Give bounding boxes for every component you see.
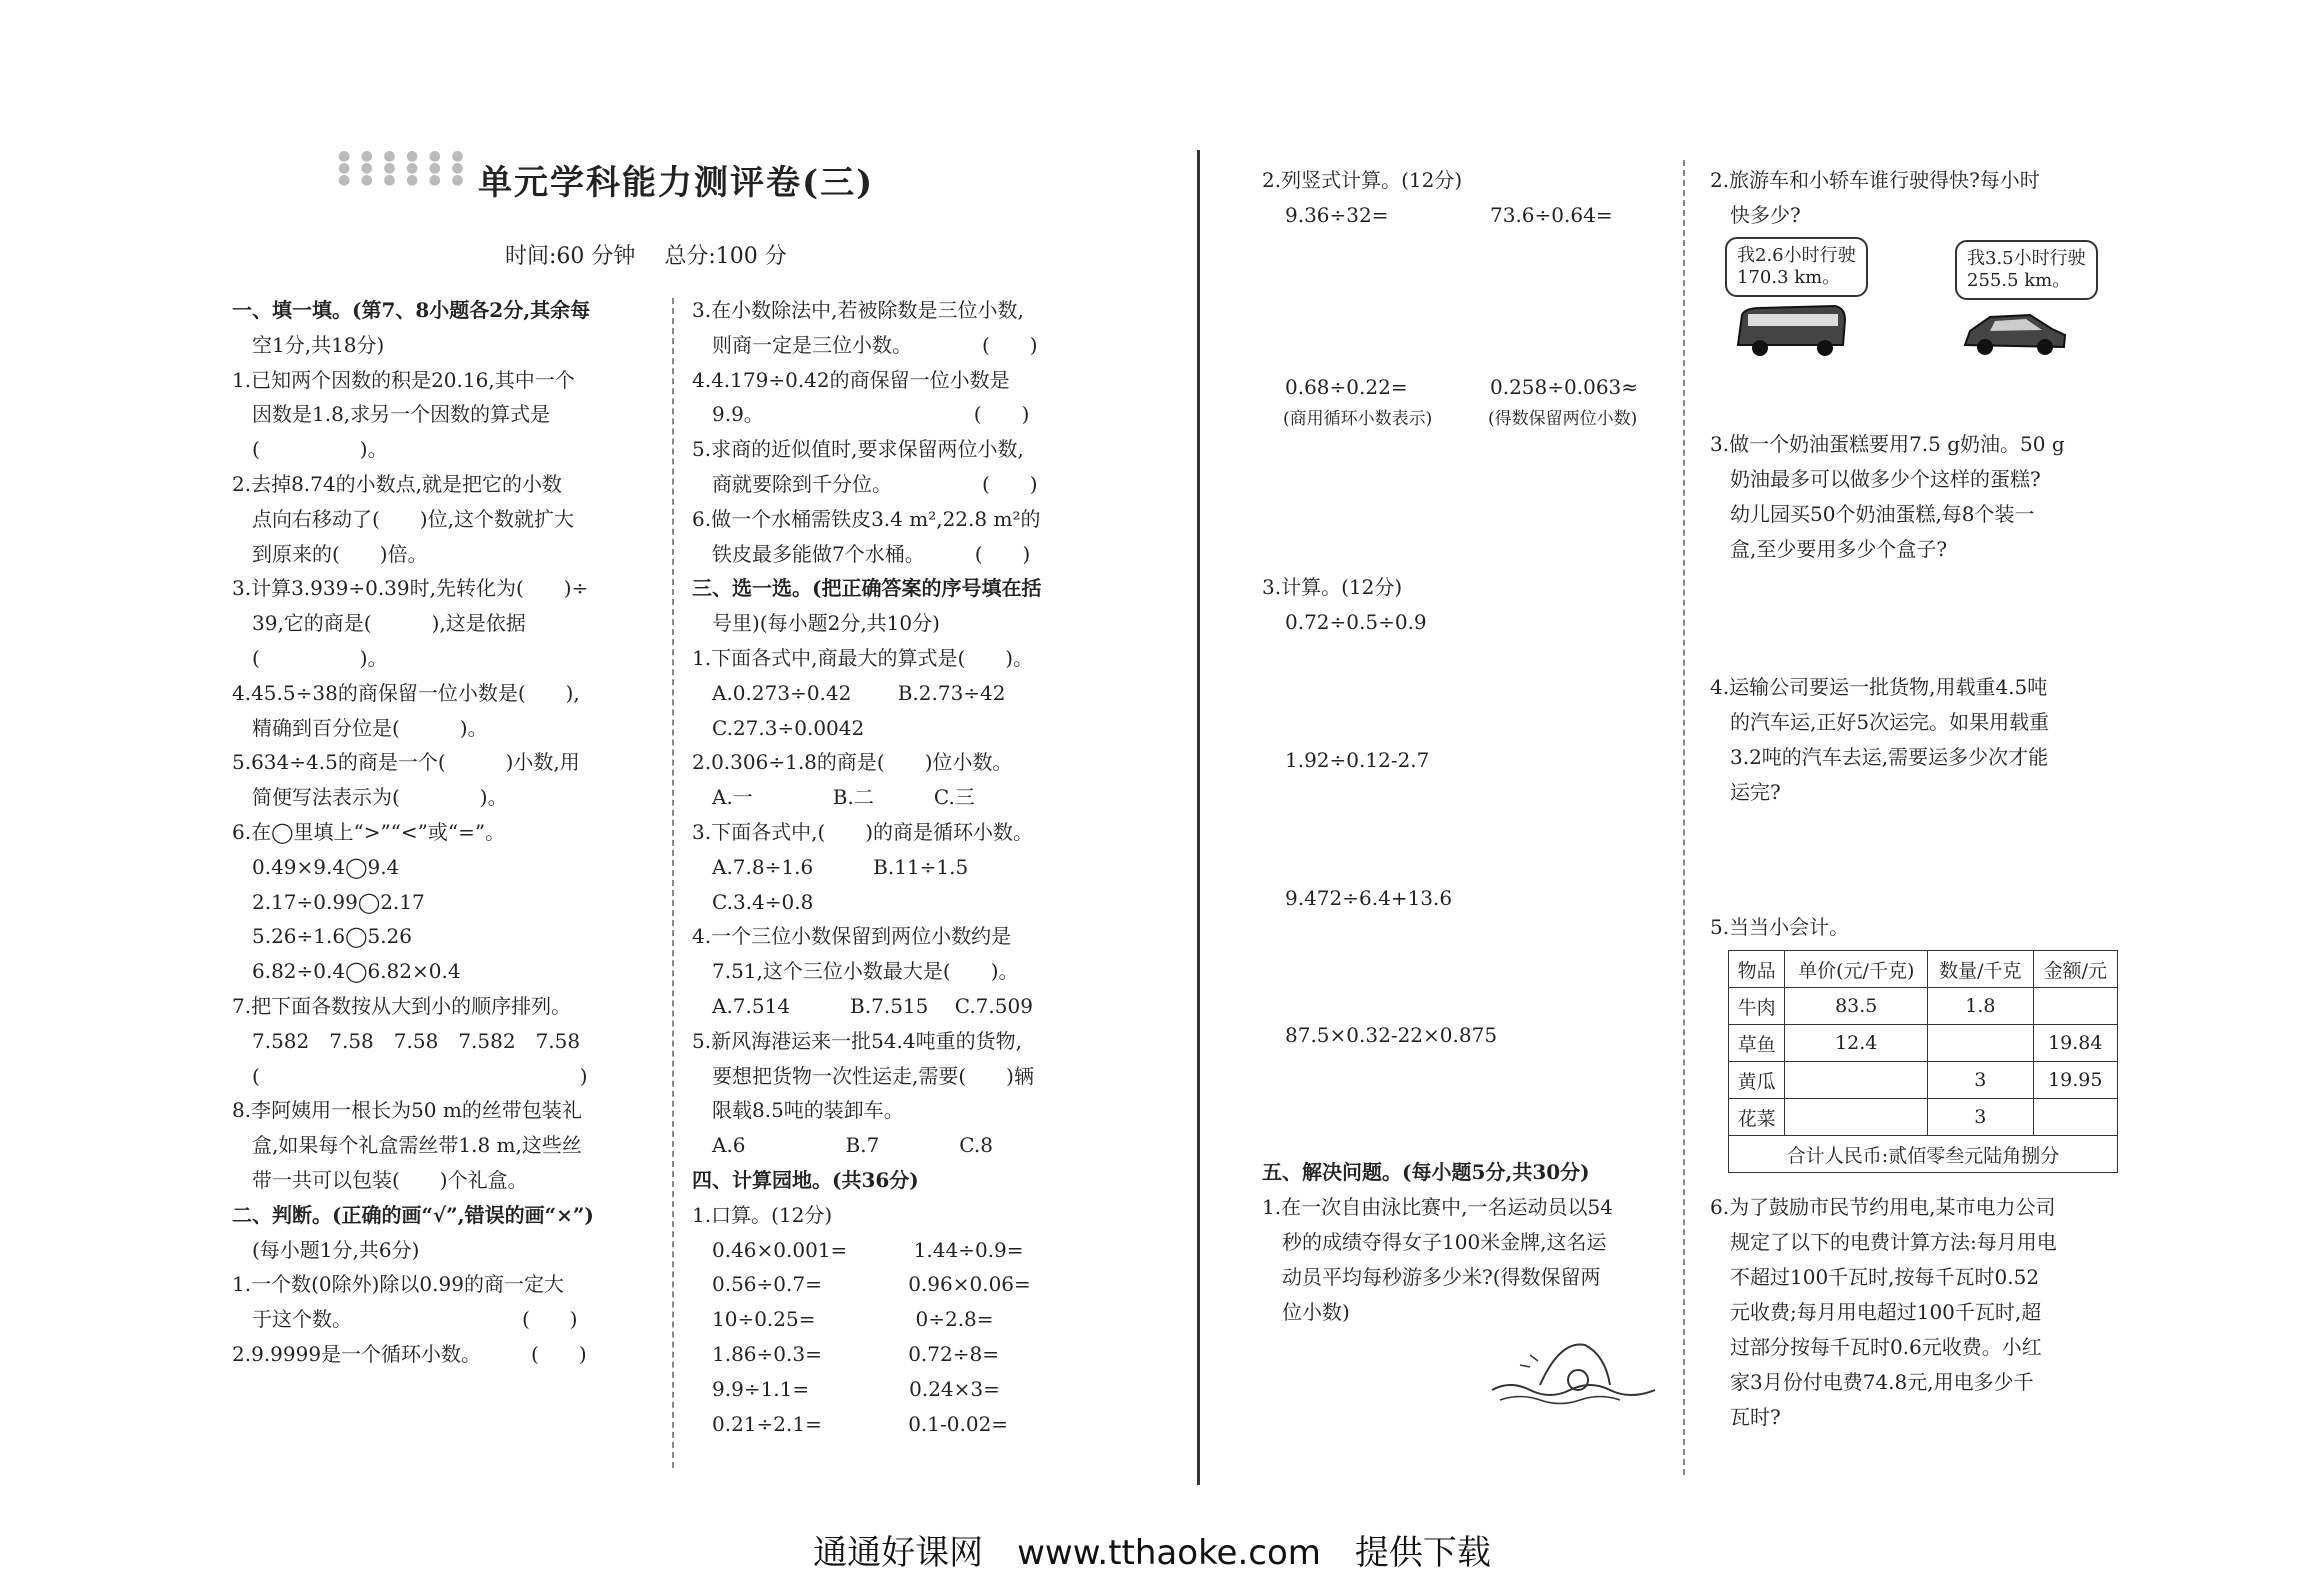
col2-line: 三、选一选。(把正确答案的序号填在括 — [692, 576, 1042, 601]
p1-line1: 1.在一次自由泳比赛中,一名运动员以54 — [1262, 1195, 1613, 1219]
col2-line: 四、计算园地。(共36分) — [692, 1168, 919, 1192]
col2-line: 5.新风海港运来一批54.4吨重的货物, — [692, 1028, 1022, 1053]
col1-line: 简便写法表示为( )。 — [232, 785, 508, 810]
q2-d-note: (得数保留两位小数) — [1488, 409, 1638, 429]
table-total-row — [1729, 1136, 2118, 1173]
table-cell: 1.8 — [1928, 988, 2033, 1025]
col1-line: 因数是1.8,求另一个因数的算式是 — [232, 402, 551, 427]
col1-line: 3.计算3.939÷0.39时,先转化为( )÷ — [232, 576, 589, 601]
p6-line4: 元收费;每月用电超过100千瓦时,超 — [1710, 1300, 2042, 1324]
col2-line: 0.46×0.001= 1.44÷0.9= — [692, 1237, 1024, 1262]
col2-line: 3.在小数除法中,若被除数是三位小数, — [692, 298, 1024, 322]
table-cell: 19.84 — [2033, 1025, 2117, 1062]
q3-title: 3.计算。(12分) — [1262, 575, 1403, 599]
col1-line: 7.把下面各数按从大到小的顺序排列。 — [232, 994, 572, 1018]
col2-line: 则商一定是三位小数。 ( ) — [692, 332, 1038, 357]
col2-line: 要想把货物一次性运走,需要( )辆 — [692, 1063, 1034, 1088]
table-cell: 花菜 — [1729, 1099, 1785, 1136]
q3-d: 87.5×0.32-22×0.875 — [1285, 1023, 1498, 1047]
col1-line: 2.去掉8.74的小数点,就是把它的小数 — [232, 472, 562, 496]
table-header-cell: 数量/千克 — [1928, 951, 2033, 988]
col1-line: 5.634÷4.5的商是一个( )小数,用 — [232, 750, 580, 775]
col2-line: 3.下面各式中,( )的商是循环小数。 — [692, 820, 1034, 844]
col2-line: A.一 B.二 C.三 — [692, 785, 975, 810]
table-header-cell: 金额/元 — [2033, 951, 2117, 988]
q2-c-note: (商用循环小数表示) — [1283, 409, 1433, 429]
p6-line6: 家3月份付电费74.8元,用电多少千 — [1710, 1370, 2034, 1394]
col1-line: 于这个数。 ( ) — [232, 1307, 578, 1332]
table-header-cell: 单价(元/千克) — [1785, 951, 1928, 988]
col2-line: 9.9。 ( ) — [692, 402, 1030, 427]
section-5-title: 五、解决问题。(每小题5分,共30分) — [1262, 1160, 1590, 1184]
col2-line: 号里)(每小题2分,共10分) — [692, 611, 940, 636]
bus-bubble-line1: 我2.6小时行驶 — [1737, 245, 1856, 266]
p1-line3: 动员平均每秒游多少米?(得数保留两 — [1262, 1265, 1601, 1289]
table-cell — [2033, 988, 2117, 1025]
col1-line: 6.82÷0.4◯6.82×0.4 — [232, 959, 461, 984]
bus-speech-bubble — [1725, 237, 1868, 297]
col1-line: 4.45.5÷38的商保留一位小数是( ), — [232, 680, 580, 705]
col1-line: 6.在◯里填上“>”“<”或“=”。 — [232, 820, 506, 844]
p3-line2: 奶油最多可以做多少个这样的蛋糕? — [1710, 467, 2041, 491]
p1-line4: 位小数) — [1262, 1300, 1350, 1324]
col2-line: 1.86÷0.3= 0.72÷8= — [692, 1342, 999, 1366]
col1-line: 空1分,共18分) — [232, 332, 385, 357]
table-cell: 牛肉 — [1729, 988, 1785, 1025]
p2-line1: 2.旅游车和小轿车谁行驶得快?每小时 — [1710, 168, 2040, 192]
table-cell: 83.5 — [1785, 988, 1928, 1025]
footer-watermark: 通通好课网 www.tthaoke.com 提供下载 — [813, 1533, 1491, 1573]
table-row — [1729, 1099, 2118, 1136]
table-header-cell: 物品 — [1729, 951, 1785, 988]
col1-line: 0.49×9.4◯9.4 — [232, 854, 400, 879]
col2-line: A.7.8÷1.6 B.11÷1.5 — [692, 854, 969, 879]
col2-line: 2.0.306÷1.8的商是( )位小数。 — [692, 750, 1013, 775]
col2-line: 5.求商的近似值时,要求保留两位小数, — [692, 437, 1024, 462]
q2-b: 73.6÷0.64= — [1490, 203, 1613, 227]
col1-line: 一、填一填。(第7、8小题各2分,其余每 — [232, 298, 591, 322]
col1-line: 带一共可以包装( )个礼盒。 — [232, 1168, 528, 1192]
col2-line: 10÷0.25= 0÷2.8= — [692, 1307, 994, 1332]
col1-line: 精确到百分位是( )。 — [232, 715, 488, 740]
col2-line: 铁皮最多能做7个水桶。 ( ) — [692, 541, 1031, 566]
table-cell: 黄瓜 — [1729, 1062, 1785, 1099]
col2-line: 0.56÷0.7= 0.96×0.06= — [692, 1272, 1031, 1297]
car-bubble-line1: 我3.5小时行驶 — [1967, 248, 2086, 269]
bus-illustration — [1730, 300, 1850, 362]
table-cell — [1785, 1099, 1928, 1136]
p3-line4: 盒,至少要用多少个盒子? — [1710, 537, 1948, 561]
col2-line: 商就要除到千分位。 ( ) — [692, 472, 1038, 496]
col2-line: 1.口算。(12分) — [692, 1202, 833, 1227]
column-divider-3 — [1683, 160, 1685, 1475]
col1-line: 39,它的商是( ),这是依据 — [232, 611, 526, 636]
col1-line: 2.17÷0.99◯2.17 — [232, 889, 425, 914]
p1-line2: 秒的成绩夺得女子100米金牌,这名运 — [1262, 1230, 1607, 1254]
p6-line2: 规定了以下的电费计算方法:每月用电 — [1710, 1230, 2057, 1254]
car-illustration — [1960, 303, 2070, 361]
q2-a: 9.36÷32= — [1285, 203, 1389, 227]
q3-b: 1.92÷0.12-2.7 — [1285, 748, 1430, 772]
col1-line: 盒,如果每个礼盒需丝带1.8 m,这些丝 — [232, 1133, 582, 1158]
table-cell — [2033, 1099, 2117, 1136]
p3-line1: 3.做一个奶油蛋糕要用7.5 g奶油。50 g — [1710, 432, 2065, 456]
col1-line: 2.9.9999是一个循环小数。 ( ) — [232, 1342, 587, 1366]
col2-line: 4.一个三位小数保留到两位小数约是 — [692, 924, 1012, 949]
q3-c: 9.472÷6.4+13.6 — [1285, 886, 1453, 910]
col2-line: 7.51,这个三位小数最大是( )。 — [692, 959, 1019, 984]
col1-line: 7.582 7.58 7.58 7.582 7.58 — [232, 1028, 581, 1053]
p6-line5: 过部分按每千瓦时0.6元收费。小红 — [1710, 1335, 2042, 1359]
car-speech-bubble — [1955, 240, 2098, 300]
column-divider-1 — [672, 298, 674, 1468]
col2-line: 1.下面各式中,商最大的算式是( )。 — [692, 646, 1034, 670]
table-cell: 3 — [1928, 1099, 2033, 1136]
col2-line: 9.9÷1.1= 0.24×3= — [692, 1376, 1000, 1401]
col1-line: 二、判断。(正确的画“√”,错误的画“×”) — [232, 1202, 594, 1227]
page-title: 单元学科能力测评卷(三) — [478, 163, 875, 203]
table-cell: 12.4 — [1785, 1025, 1928, 1062]
table-cell — [1928, 1025, 2033, 1062]
col1-line: 点向右移动了( )位,这个数就扩大 — [232, 506, 574, 531]
p6-line3: 不超过100千瓦时,按每千瓦时0.52 — [1710, 1265, 2040, 1289]
col1-line: 8.李阿姨用一根长为50 m的丝带包装礼 — [232, 1098, 582, 1123]
col1-line: ( ) — [232, 1063, 588, 1088]
car-bubble-line2: 255.5 km。 — [1967, 270, 2071, 291]
col2-line: A.0.273÷0.42 B.2.73÷42 — [692, 680, 1006, 705]
table-cell: 3 — [1928, 1062, 2033, 1099]
col1-line: (每小题1分,共6分) — [232, 1237, 420, 1262]
col1-line: 5.26÷1.6◯5.26 — [232, 924, 413, 949]
p3-line3: 幼儿园买50个奶油蛋糕,每8个装一 — [1710, 502, 2035, 526]
table-cell: 19.95 — [2033, 1062, 2117, 1099]
q2-title: 2.列竖式计算。(12分) — [1262, 168, 1463, 192]
col2-line: C.3.4÷0.8 — [692, 889, 814, 914]
table-total: 合计人民币:贰佰零叁元陆角捌分 — [1729, 1136, 2118, 1173]
p4-line3: 3.2吨的汽车去运,需要运多少次才能 — [1710, 745, 2049, 769]
table-row — [1729, 1025, 2118, 1062]
p6-line7: 瓦时? — [1710, 1405, 1781, 1429]
table-row — [1729, 1062, 2118, 1099]
col1-line: ( )。 — [232, 646, 388, 670]
q2-c: 0.68÷0.22= — [1285, 375, 1408, 399]
bus-bubble-line2: 170.3 km。 — [1737, 267, 1841, 288]
p5-title: 5.当当小会计。 — [1710, 915, 1850, 939]
exam-meta: 时间:60 分钟 总分:100 分 — [505, 244, 787, 269]
col2-line: 6.做一个水桶需铁皮3.4 m²,22.8 m²的 — [692, 506, 1041, 531]
title-decoration: ● ● ● ● ● ● ● ● ● ● ● ● ● ● ● ● ● ● — [338, 148, 467, 188]
center-fold-line — [1197, 150, 1200, 1485]
col1-line: 到原来的( )倍。 — [232, 541, 428, 566]
col1-line: 1.一个数(0除外)除以0.99的商一定大 — [232, 1272, 564, 1297]
p4-line1: 4.运输公司要运一批货物,用载重4.5吨 — [1710, 675, 2048, 699]
col2-line: 限载8.5吨的装卸车。 — [692, 1098, 904, 1123]
table-cell: 草鱼 — [1729, 1025, 1785, 1062]
table-header-row — [1729, 951, 2118, 988]
q3-a: 0.72÷0.5÷0.9 — [1285, 610, 1427, 634]
col2-line: 4.4.179÷0.42的商保留一位小数是 — [692, 367, 1010, 392]
col2-line: A.7.514 B.7.515 C.7.509 — [692, 994, 1033, 1018]
p2-line2: 快多少? — [1710, 203, 1801, 227]
table-cell — [1785, 1062, 1928, 1099]
p4-line4: 运完? — [1710, 780, 1781, 804]
q2-d: 0.258÷0.063≈ — [1490, 375, 1639, 399]
table-row — [1729, 988, 2118, 1025]
accounting-table — [1728, 950, 2118, 1173]
p6-line1: 6.为了鼓励市民节约用电,某市电力公司 — [1710, 1195, 2056, 1219]
col2-line: 0.21÷2.1= 0.1-0.02= — [692, 1411, 1009, 1436]
p4-line2: 的汽车运,正好5次运完。如果用载重 — [1710, 710, 2050, 734]
col1-line: ( )。 — [232, 437, 388, 462]
col2-line: C.27.3÷0.0042 — [692, 715, 865, 740]
swimmer-illustration — [1490, 1335, 1660, 1410]
col1-line: 1.已知两个因数的积是20.16,其中一个 — [232, 367, 575, 392]
col2-line: A.6 B.7 C.8 — [692, 1133, 993, 1158]
